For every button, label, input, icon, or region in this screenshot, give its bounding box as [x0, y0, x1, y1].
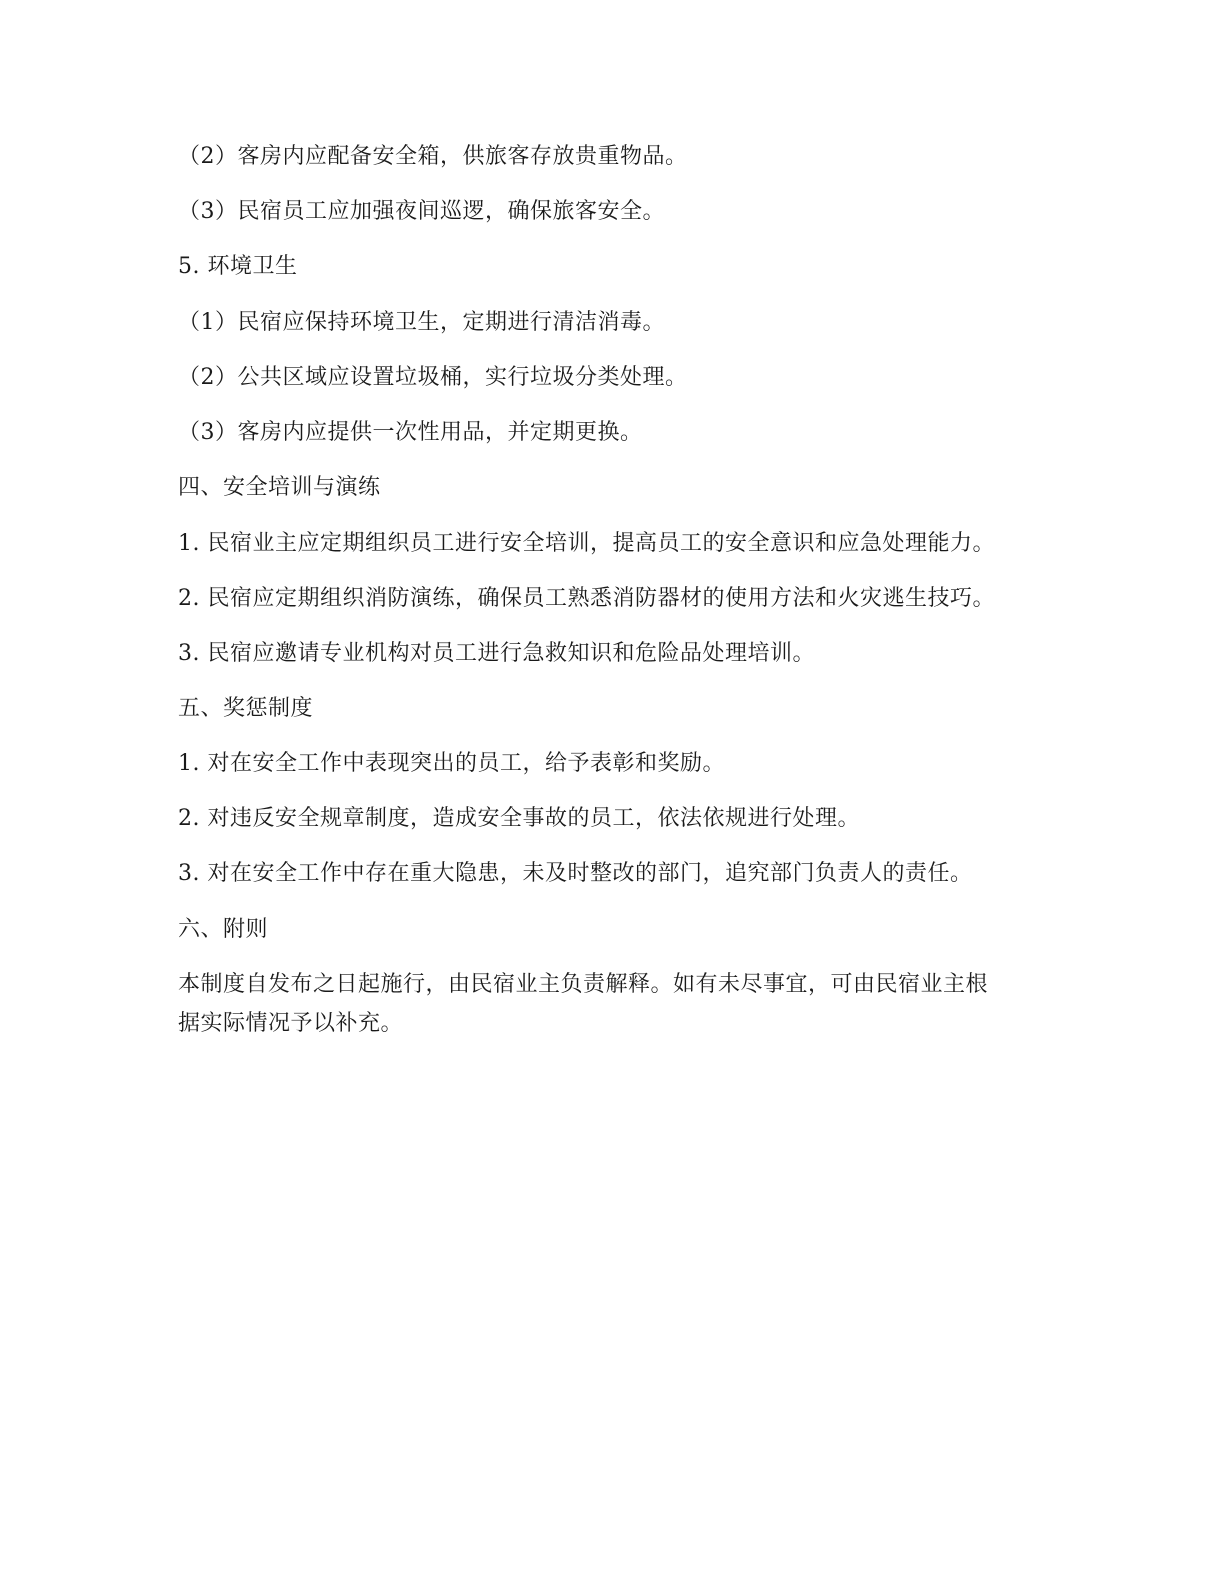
item-3-disposables: （3）客房内应提供一次性用品，并定期更换。 — [178, 420, 643, 445]
final-paragraph-line-1: 本制度自发布之日起施行，由民宿业主负责解释。如有未尽事宜，可由民宿业主根 — [178, 972, 989, 997]
section-6-heading: 六、附则 — [178, 917, 269, 942]
final-paragraph-line-2: 据实际情况予以补充。 — [178, 1011, 404, 1036]
training-item-3: 3. 民宿应邀请专业机构对员工进行急救知识和危险品处理培训。 — [178, 641, 815, 666]
section-5-rewards-heading: 五、奖惩制度 — [178, 696, 314, 721]
section-4-heading: 四、安全培训与演练 — [178, 475, 381, 500]
rewards-item-1: 1. 对在安全工作中表现突出的员工，给予表彰和奖励。 — [178, 751, 725, 776]
training-item-1: 1. 民宿业主应定期组织员工进行安全培训，提高员工的安全意识和应急处理能力。 — [178, 531, 995, 556]
item-2-safe-box: （2）客房内应配备安全箱，供旅客存放贵重物品。 — [178, 144, 688, 169]
training-item-2: 2. 民宿应定期组织消防演练，确保员工熟悉消防器材的使用方法和火灾逃生技巧。 — [178, 586, 995, 611]
rewards-item-2: 2. 对违反安全规章制度，造成安全事故的员工，依法依规进行处理。 — [178, 806, 860, 831]
item-1-hygiene: （1）民宿应保持环境卫生，定期进行清洁消毒。 — [178, 310, 665, 335]
section-5-heading: 5. 环境卫生 — [178, 254, 298, 279]
item-2-trash-bins: （2）公共区域应设置垃圾桶，实行垃圾分类处理。 — [178, 365, 688, 390]
rewards-item-3: 3. 对在安全工作中存在重大隐患，未及时整改的部门，追究部门负责人的责任。 — [178, 861, 973, 886]
item-3-night-patrol: （3）民宿员工应加强夜间巡逻，确保旅客安全。 — [178, 199, 665, 224]
